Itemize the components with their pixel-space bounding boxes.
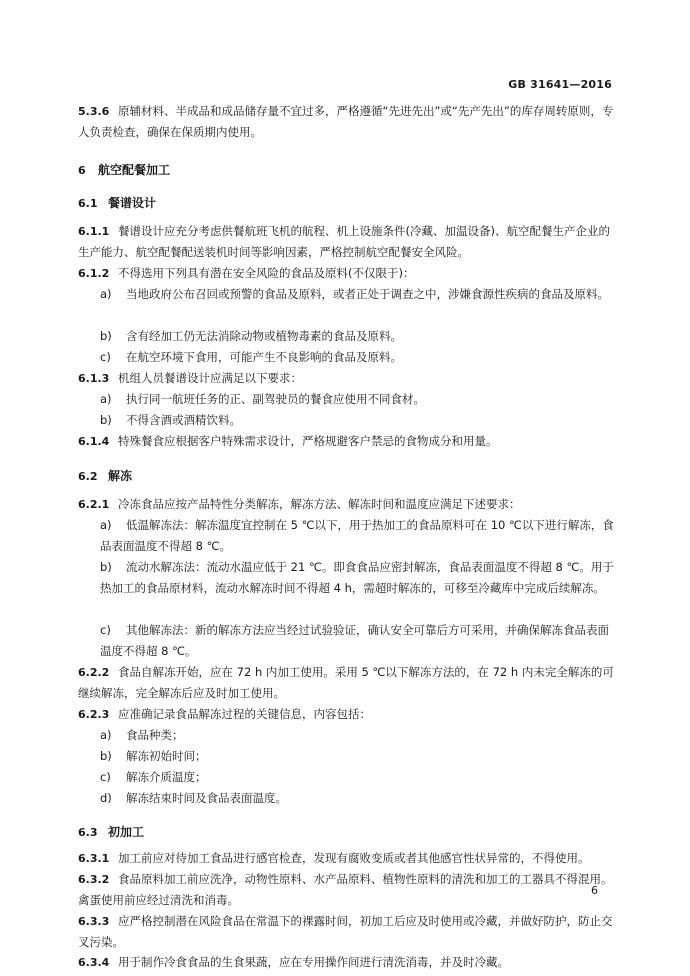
document-code: GB 31641—2016 xyxy=(508,78,612,91)
clause-text: 冷冻食品应按产品特性分类解冻，解冻方法、解冻时间和温度应满足下述要求： xyxy=(118,497,521,511)
clause-text: 应严格控制潜在风险食品在常温下的裸露时间，初加工后应及时使用或冷藏，并做好防护，防止交叉污染。 xyxy=(78,914,613,949)
clause-number: 6.1.1 xyxy=(78,225,110,238)
page-number: 6 xyxy=(591,884,598,897)
clause-number: 6.3.2 xyxy=(78,873,110,886)
clause-6-1-1 xyxy=(78,221,618,263)
list-marker: b) xyxy=(100,413,112,427)
clause-6-2-2 xyxy=(78,662,618,704)
list-item-text: 流动水解冻法：流动水温应低于 21 ℃。即食食品应密封解冻，食品表面温度不得超 8 ℃。用于热加工的食品原材料，流动水解冻时间不得超 4 h，需超时解冻的，可移至冷藏库中完成后续解冻。 xyxy=(100,560,614,595)
list-marker: a) xyxy=(100,728,112,742)
list-marker: b) xyxy=(100,560,112,574)
clause-number: 6.3.3 xyxy=(78,915,110,928)
clause-6-2-1 xyxy=(78,494,618,515)
list-marker: d) xyxy=(100,791,112,805)
clause-number: 6.3.4 xyxy=(78,956,110,969)
list-item xyxy=(100,284,618,305)
clause-number: 6.3.1 xyxy=(78,852,110,865)
list-item-text: 执行同一航班任务的正、副驾驶员的餐食应使用不同食材。 xyxy=(126,392,425,406)
list-item xyxy=(100,557,618,599)
clause-number: 6.1.2 xyxy=(78,267,110,280)
clause-text: 食品原料加工前应洗净，动物性原料、水产品原料、植物性原料的清洗和加工的工器具不得混用。禽蛋使用前应经过清洗和消毒。 xyxy=(78,872,613,907)
section-6-1-heading xyxy=(78,193,618,214)
clause-text: 食品自解冻开始，应在 72 h 内加工使用。采用 5 ℃以下解冻方法的，在 72 h 内未完全解冻的可继续解冻，完全解冻后应及时加工使用。 xyxy=(78,665,614,700)
list-marker: b) xyxy=(100,749,112,763)
section-title: 航空配餐加工 xyxy=(98,163,171,177)
section-number: 6.3 xyxy=(78,826,98,839)
list-item xyxy=(100,389,618,410)
list-marker: c) xyxy=(100,623,111,637)
section-title: 解冻 xyxy=(108,469,133,483)
clause-number: 6.2.1 xyxy=(78,498,110,511)
clause-6-2-3 xyxy=(78,704,618,725)
section-6-2-heading xyxy=(78,466,618,487)
list-item xyxy=(100,410,618,431)
list-item-text: 食品种类； xyxy=(126,728,184,742)
clause-6-1-3 xyxy=(78,368,618,389)
clause-text: 特殊餐食应根据客户特殊需求设计，严格规避客户禁忌的食物成分和用量。 xyxy=(118,434,498,448)
list-item-text: 当地政府公布召回或预警的食品及原料，或者正处于调查之中，涉嫌食源性疾病的食品及原料。 xyxy=(126,287,609,301)
section-title: 初加工 xyxy=(108,825,145,839)
list-item xyxy=(100,767,618,788)
clause-6-3-4 xyxy=(78,953,618,972)
clause-text: 用于制作冷食食品的生食果蔬，应在专用操作间进行清洗消毒，并及时冷藏。 xyxy=(118,955,509,969)
list-item-text: 其他解冻法：新的解冻方法应当经过试验验证，确认安全可靠后方可采用，并确保解冻食品表面温度不得超 8 ℃。 xyxy=(100,623,609,658)
list-item xyxy=(100,347,618,368)
clause-text: 餐谱设计应充分考虑供餐航班飞机的航程、机上设施条件(冷藏、加温设备)、航空配餐生产企业的生产能力、航空配餐配送装机时间等影响因素，严格控制航空配餐安全风险。 xyxy=(78,224,610,259)
clause-text: 原辅材料、半成品和成品储存量不宜过多，严格遵循“先进先出”或“先产先出”的库存周转原则，专人负责检查，确保在保质期内使用。 xyxy=(78,104,614,139)
list-marker: b) xyxy=(100,329,112,343)
list-item xyxy=(100,725,618,746)
list-item xyxy=(100,620,618,662)
clause-number: 6.2.3 xyxy=(78,708,110,721)
clause-6-3-3 xyxy=(78,911,618,953)
list-item xyxy=(100,515,618,557)
list-item-text: 不得含酒或酒精饮料。 xyxy=(126,413,241,427)
clause-text: 应准确记录食品解冻过程的关键信息，内容包括： xyxy=(118,707,371,721)
clause-5-3-6 xyxy=(78,101,618,143)
clause-number: 6.2.2 xyxy=(78,666,110,679)
list-marker: a) xyxy=(100,287,112,301)
list-marker: c) xyxy=(100,770,111,784)
list-marker: c) xyxy=(100,350,111,364)
section-title: 餐谱设计 xyxy=(108,196,157,210)
list-item xyxy=(100,788,618,809)
section-number: 6.1 xyxy=(78,197,98,210)
section-6-3-heading xyxy=(78,822,618,843)
list-item xyxy=(100,746,618,767)
section-number: 6 xyxy=(78,164,86,177)
clause-6-3-2 xyxy=(78,869,618,911)
section-number: 6.2 xyxy=(78,470,98,483)
clause-number: 6.1.3 xyxy=(78,372,110,385)
clause-text: 加工前应对待加工食品进行感官检查，发现有腐败变质或者其他感官性状异常的，不得使用。 xyxy=(118,851,590,865)
clause-6-3-1 xyxy=(78,848,618,869)
list-item-text: 低温解冻法：解冻温度宜控制在 5 ℃以下，用于热加工的食品原料可在 10 ℃以下进行解冻，食品表面温度不得超 8 ℃。 xyxy=(100,518,614,553)
clause-text: 机组人员餐谱设计应满足以下要求： xyxy=(118,371,302,385)
list-marker: a) xyxy=(100,392,112,406)
list-marker: a) xyxy=(100,518,112,532)
clause-number: 6.1.4 xyxy=(78,435,110,448)
list-item-text: 在航空环境下食用，可能产生不良影响的食品及原料。 xyxy=(126,350,402,364)
clause-text: 不得选用下列具有潜在安全风险的食品及原料(不仅限于)： xyxy=(118,266,415,280)
list-item-text: 解冻结束时间及食品表面温度。 xyxy=(126,791,287,805)
clause-number: 5.3.6 xyxy=(78,105,110,118)
list-item-text: 解冻介质温度； xyxy=(126,770,207,784)
list-item xyxy=(100,326,618,347)
clause-6-1-4 xyxy=(78,431,618,452)
section-6-heading xyxy=(78,160,618,181)
list-item-text: 解冻初始时间； xyxy=(126,749,207,763)
list-item-text: 含有经加工仍无法消除动物或植物毒素的食品及原料。 xyxy=(126,329,402,343)
clause-6-1-2 xyxy=(78,263,618,284)
